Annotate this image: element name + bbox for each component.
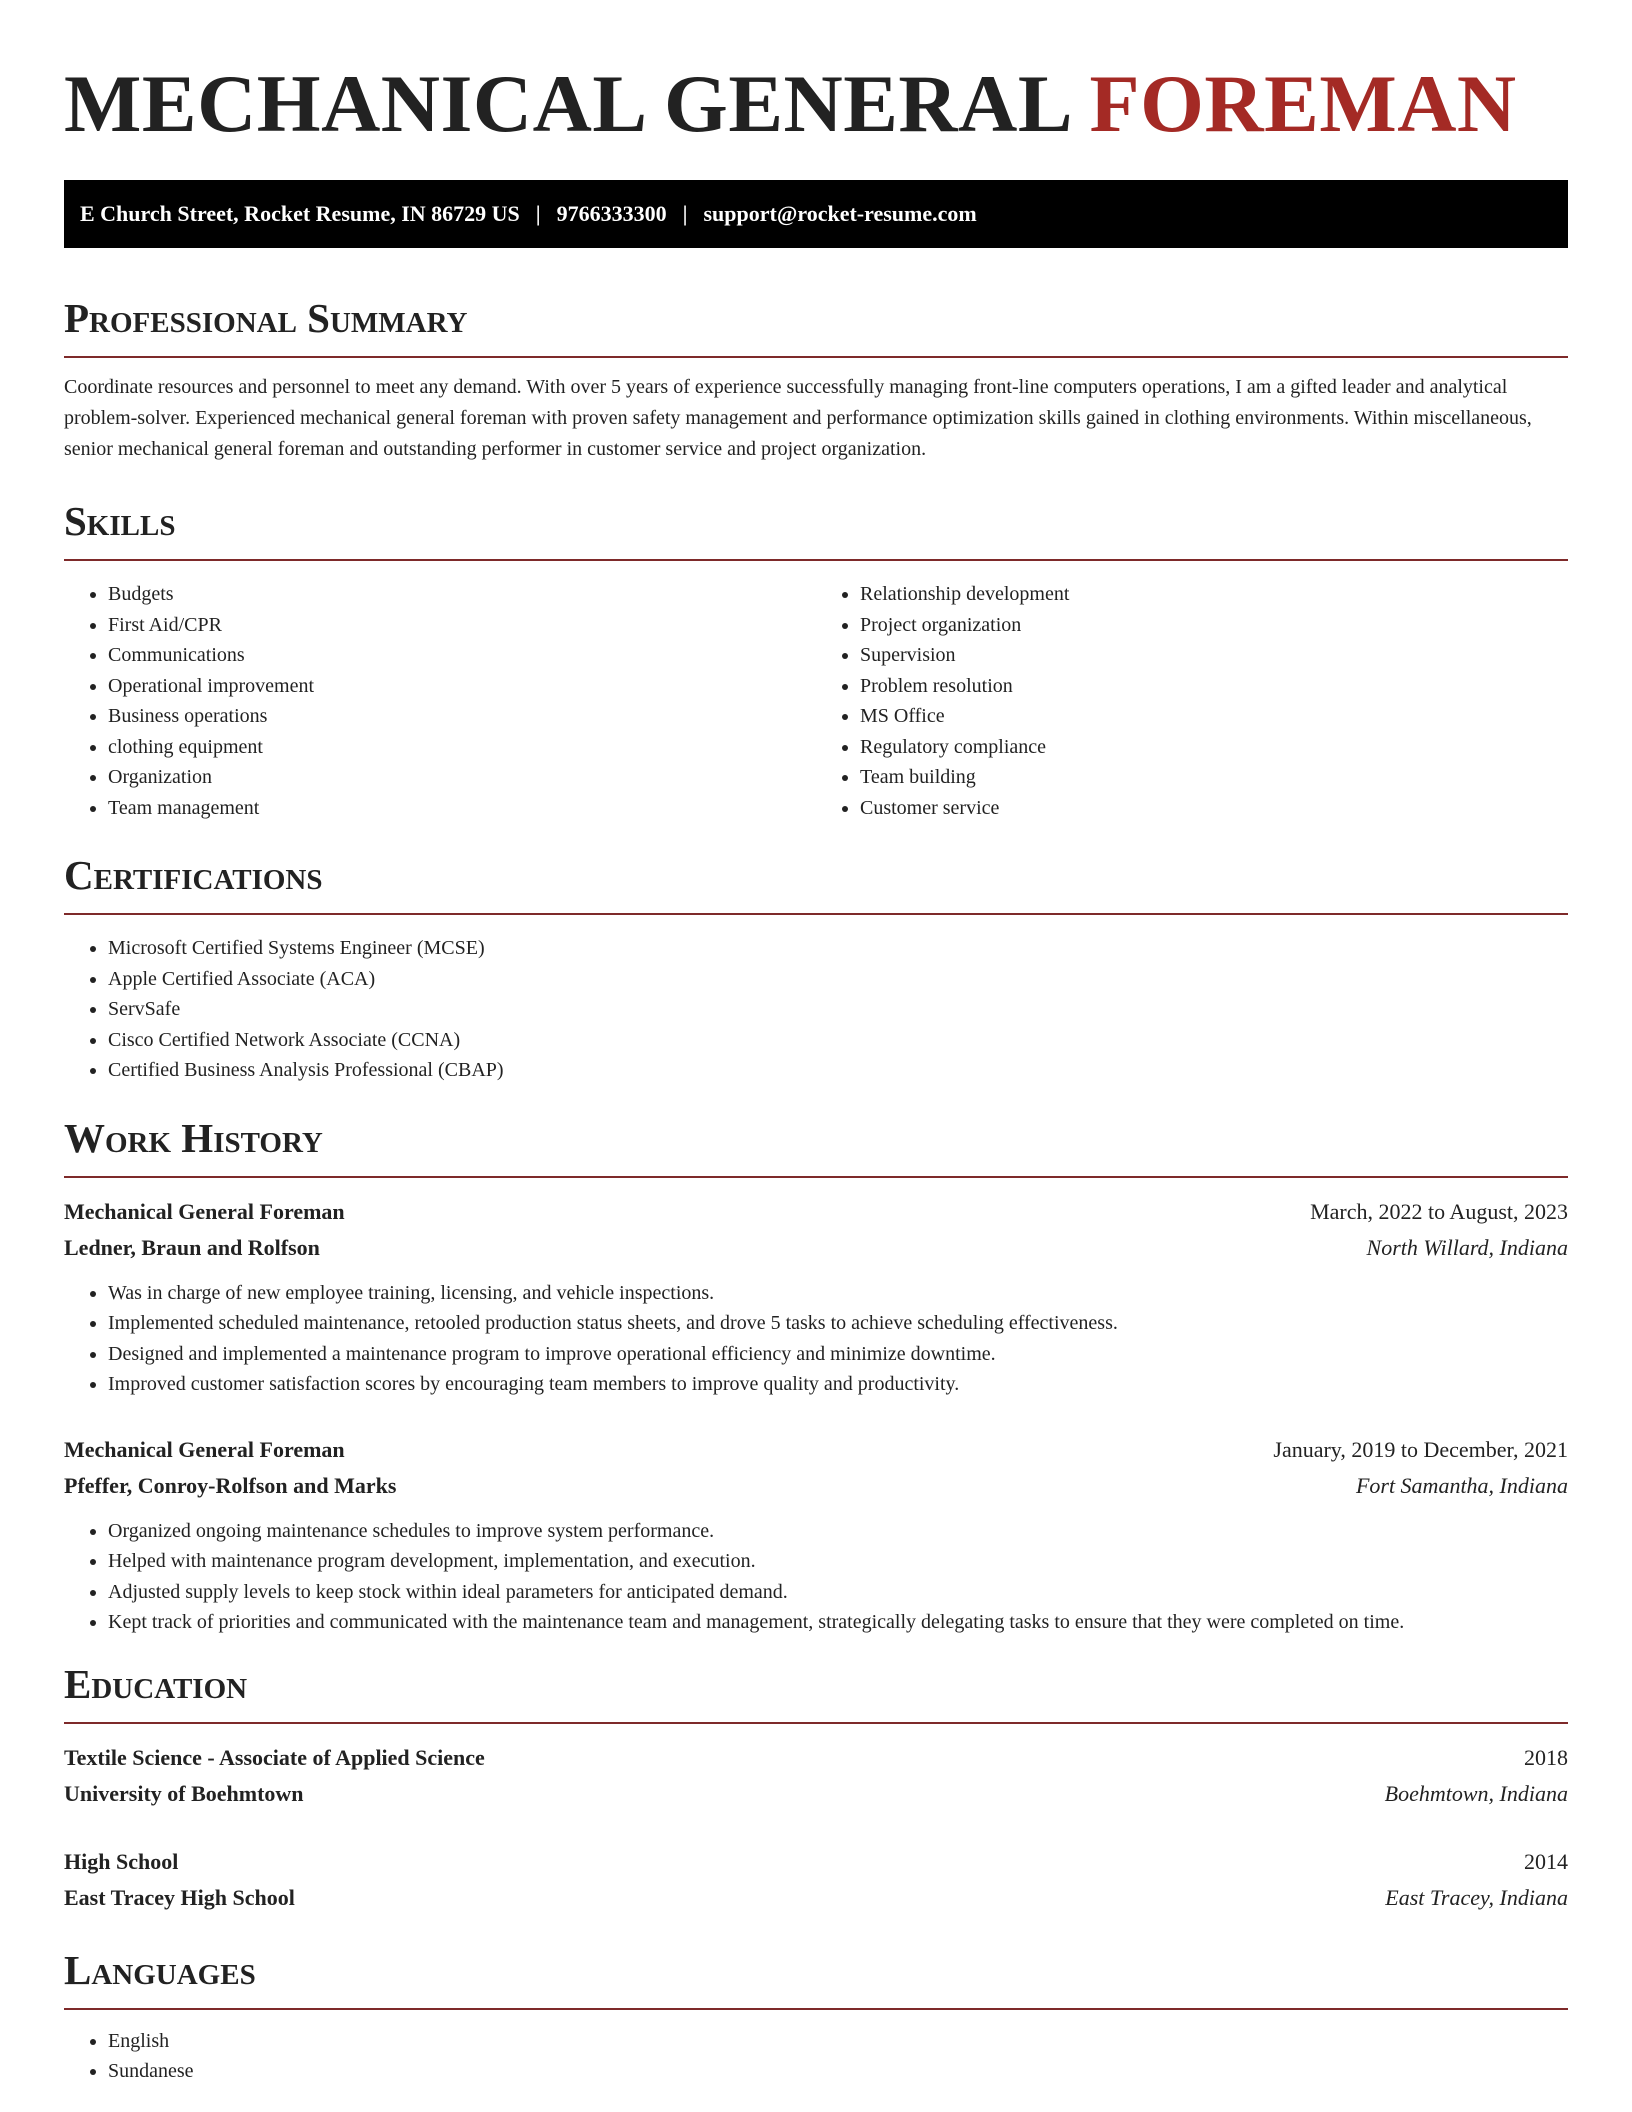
summary-section <box>64 292 1568 465</box>
education-entry <box>64 1844 1568 1916</box>
job-bullet: • Organized ongoing maintenance schedules to improve system performance. <box>108 1516 1568 1547</box>
certifications-section <box>64 849 1568 1086</box>
language-item: • English <box>108 2026 1568 2057</box>
resume-name-heading <box>64 0 1568 150</box>
job-subheader-row <box>64 1230 1568 1266</box>
job-dates: January, 2019 to December, 2021 <box>1273 1436 1568 1462</box>
section-divider <box>64 356 1568 358</box>
contact-address: E Church Street, Rocket Resume, IN 86729 US <box>80 201 520 226</box>
skill-item: • Relationship development <box>860 579 1568 610</box>
education-school: East Tracey High School <box>64 1884 295 1910</box>
contact-bar <box>64 180 1568 248</box>
skill-item: • Business operations <box>108 701 816 732</box>
education-header-row <box>64 1740 1568 1776</box>
education-location: East Tracey, Indiana <box>1385 1884 1568 1910</box>
job-company: Pfeffer, Conroy-Rolfson and Marks <box>64 1472 397 1498</box>
job-company: Ledner, Braun and Rolfson <box>64 1234 320 1260</box>
language-item: • Sundanese <box>108 2056 1568 2087</box>
section-divider <box>64 1722 1568 1724</box>
certification-item: • Microsoft Certified Systems Engineer (MCSE) <box>108 933 1568 964</box>
education-section <box>64 1658 1568 1916</box>
education-degree: Textile Science - Associate of Applied Science <box>64 1744 485 1770</box>
job-header-row <box>64 1432 1568 1468</box>
skill-item: • Supervision <box>860 640 1568 671</box>
section-divider <box>64 2008 1568 2010</box>
skill-item: • Problem resolution <box>860 671 1568 702</box>
skill-item: • First Aid/CPR <box>108 610 816 641</box>
job-role: Mechanical General Foreman <box>64 1436 345 1462</box>
languages-title: Languages <box>64 1946 256 1993</box>
languages-section <box>64 1944 1568 2087</box>
job-location: Fort Samantha, Indiana <box>1355 1472 1568 1498</box>
certification-item: • Certified Business Analysis Professional (CBAP) <box>108 1055 1568 1086</box>
certification-item: • Apple Certified Associate (ACA) <box>108 964 1568 995</box>
contact-phone: 9766333300 <box>556 201 667 226</box>
education-header-row <box>64 1844 1568 1880</box>
skill-item: • Team building <box>860 762 1568 793</box>
education-location: Boehmtown, Indiana <box>1384 1780 1568 1806</box>
job-subheader-row <box>64 1468 1568 1504</box>
education-year: 2018 <box>1524 1744 1568 1770</box>
contact-separator: | <box>682 201 688 226</box>
skill-item: • MS Office <box>860 701 1568 732</box>
certifications-list <box>64 933 1568 1086</box>
summary-text: Coordinate resources and personnel to meet any demand. With over 5 years of experience successfully managing front-line computers operations, I am a gifted leader and analytical problem-solver. Experienced mechanical general foreman with proven safety management and performance optimization skills gained in clothing environments. Within miscellaneous, senior mechanical general foreman and outstanding performer in customer service and project organization. <box>64 376 1532 460</box>
certifications-title: Certifications <box>64 852 323 898</box>
skill-item: • Operational improvement <box>108 671 816 702</box>
job-entry <box>64 1194 1568 1400</box>
education-year: 2014 <box>1524 1848 1568 1874</box>
job-location: North Willard, Indiana <box>1366 1234 1568 1260</box>
skills-title: Skills <box>64 498 176 544</box>
job-bullet: • Improved customer satisfaction scores by encouraging team members to improve quality and productivity. <box>108 1369 1568 1400</box>
job-header-row <box>64 1194 1568 1230</box>
skill-item: • Customer service <box>860 793 1568 824</box>
work-history-title: Work History <box>64 1114 323 1161</box>
job-bullets <box>64 1516 1568 1638</box>
certification-item: • Cisco Certified Network Associate (CCNA) <box>108 1025 1568 1056</box>
skills-section <box>64 495 1568 823</box>
skill-item: • Project organization <box>860 610 1568 641</box>
education-degree: High School <box>64 1848 179 1874</box>
skill-item: • Team management <box>108 793 816 824</box>
contact-email[interactable]: support@rocket-resume.com <box>703 201 977 226</box>
education-school: University of Boehmtown <box>64 1780 304 1806</box>
section-divider <box>64 559 1568 561</box>
education-title: Education <box>64 1660 248 1707</box>
skill-item: • Regulatory compliance <box>860 732 1568 763</box>
skills-list-right <box>816 579 1568 823</box>
education-subheader-row <box>64 1776 1568 1812</box>
section-divider <box>64 913 1568 915</box>
job-bullets <box>64 1278 1568 1400</box>
skill-item: • Budgets <box>108 579 816 610</box>
education-subheader-row <box>64 1880 1568 1916</box>
languages-list <box>64 2026 1568 2087</box>
work-history-section <box>64 1112 1568 1638</box>
job-bullet: • Implemented scheduled maintenance, retooled production status sheets, and drove 5 tasks to achieve scheduling effectiveness. <box>108 1308 1568 1339</box>
job-dates: March, 2022 to August, 2023 <box>1310 1198 1568 1224</box>
skills-list-left <box>64 579 816 823</box>
job-role: Mechanical General Foreman <box>64 1198 345 1224</box>
certification-item: • ServSafe <box>108 994 1568 1025</box>
job-bullet: • Designed and implemented a maintenance program to improve operational efficiency and minimize downtime. <box>108 1339 1568 1370</box>
skills-grid <box>64 579 1568 823</box>
job-bullet: • Kept track of priorities and communicated with the maintenance team and management, strategically delegating tasks to ensure that they were completed on time. <box>108 1607 1568 1638</box>
job-bullet: • Was in charge of new employee training, licensing, and vehicle inspections. <box>108 1278 1568 1309</box>
skill-item: • Communications <box>108 640 816 671</box>
contact-separator: | <box>535 201 541 226</box>
name-first: MECHANICAL GENERAL <box>64 58 1069 149</box>
name-last: FOREMAN <box>1089 58 1517 149</box>
job-entry <box>64 1432 1568 1638</box>
education-entry <box>64 1740 1568 1812</box>
job-bullet: • Adjusted supply levels to keep stock within ideal parameters for anticipated demand. <box>108 1577 1568 1608</box>
skill-item: • Organization <box>108 762 816 793</box>
section-divider <box>64 1176 1568 1178</box>
summary-title: Professional Summary <box>64 295 468 341</box>
job-bullet: • Helped with maintenance program development, implementation, and execution. <box>108 1546 1568 1577</box>
skill-item: • clothing equipment <box>108 732 816 763</box>
